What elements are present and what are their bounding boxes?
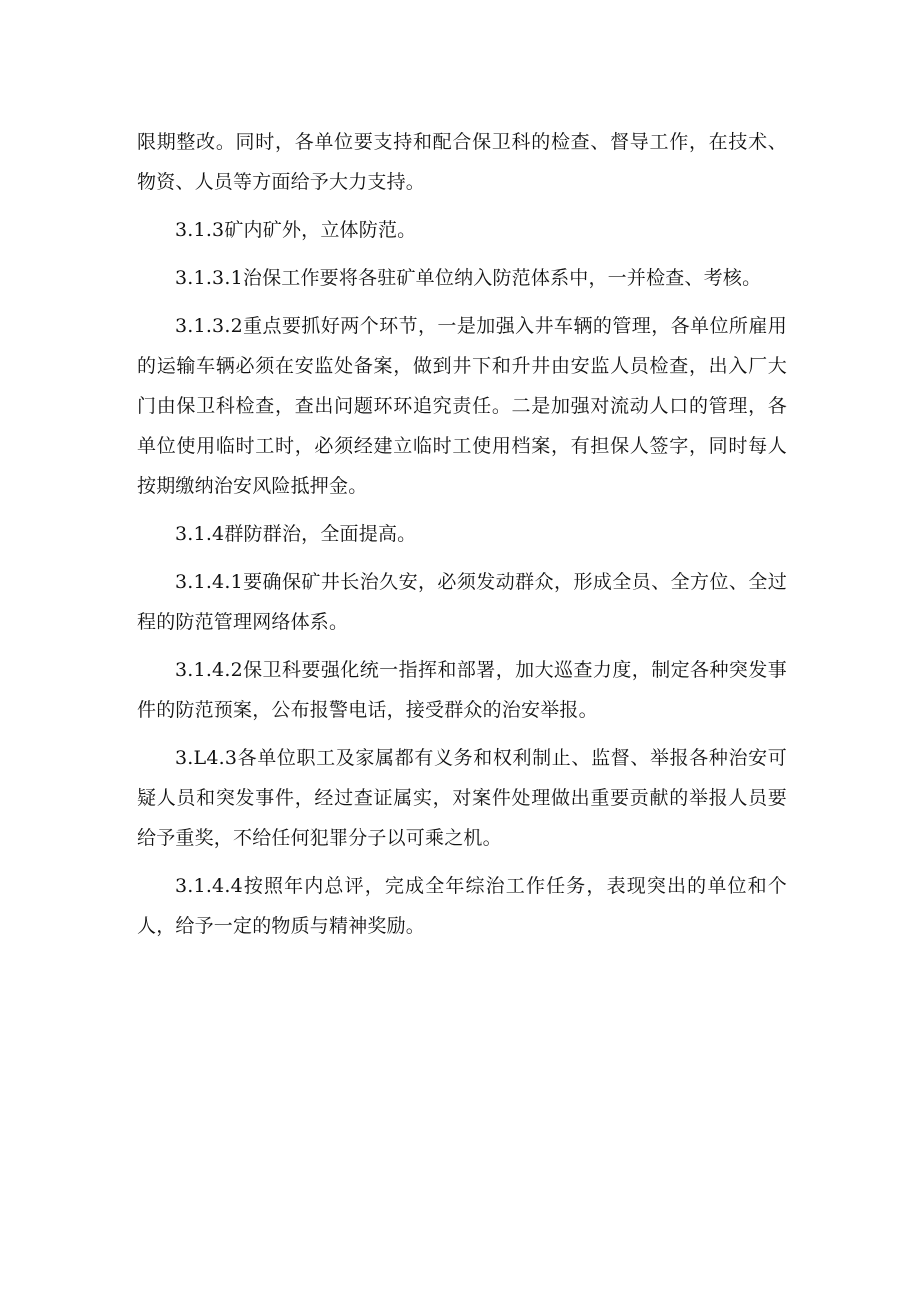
section-heading-3-1-4: 3.1.4群防群治，全面提高。 bbox=[175, 523, 417, 545]
paragraph-3-1-3-2: 3.1.3.2重点要抓好两个环节，一是加强入井车辆的管理，各单位所雇用的运输车辆必须在安监处备案，做到井下和升井由安监人员检查，出入厂大门由保卫科检查，查出问题环环追究责任。二是加强对流动人口的管理，各单位使用临时工时，必须经建立临时工使用档案，有担保人签字，同时每人按期缴纳治安风险抵押金。 bbox=[137, 315, 787, 497]
paragraph-3-1-4-4: 3.1.4.4按照年内总评，完成全年综治工作任务，表现突出的单位和个人，给予一定的物质与精神奖励。 bbox=[137, 875, 787, 937]
paragraph-3-1-3-1: 3.1.3.1治保工作要将各驻矿单位纳入防范体系中，一并检查、考核。 bbox=[175, 267, 762, 289]
paragraph-3-1-4-1: 3.1.4.1要确保矿井长治久安，必须发动群众，形成全员、全方位、全过程的防范管理网络体系。 bbox=[137, 571, 787, 633]
document-body bbox=[137, 122, 787, 954]
paragraph-3-1-4-2: 3.1.4.2保卫科要强化统一指挥和部署，加大巡查力度，制定各种突发事件的防范预案，公布报警电话，接受群众的治安举报。 bbox=[137, 659, 787, 721]
paragraph-continuation: 限期整改。同时，各单位要支持和配合保卫科的检查、督导工作，在技术、物资、人员等方面给予大力支持。 bbox=[137, 131, 787, 193]
paragraph-3-1-4-3: 3.L4.3各单位职工及家属都有义务和权利制止、监督、举报各种治安可疑人员和突发事件，经过查证属实，对案件处理做出重要贡献的举报人员要给予重奖，不给任何犯罪分子以可乘之机。 bbox=[137, 747, 787, 849]
section-heading-3-1-3: 3.1.3矿内矿外，立体防范。 bbox=[175, 219, 417, 241]
